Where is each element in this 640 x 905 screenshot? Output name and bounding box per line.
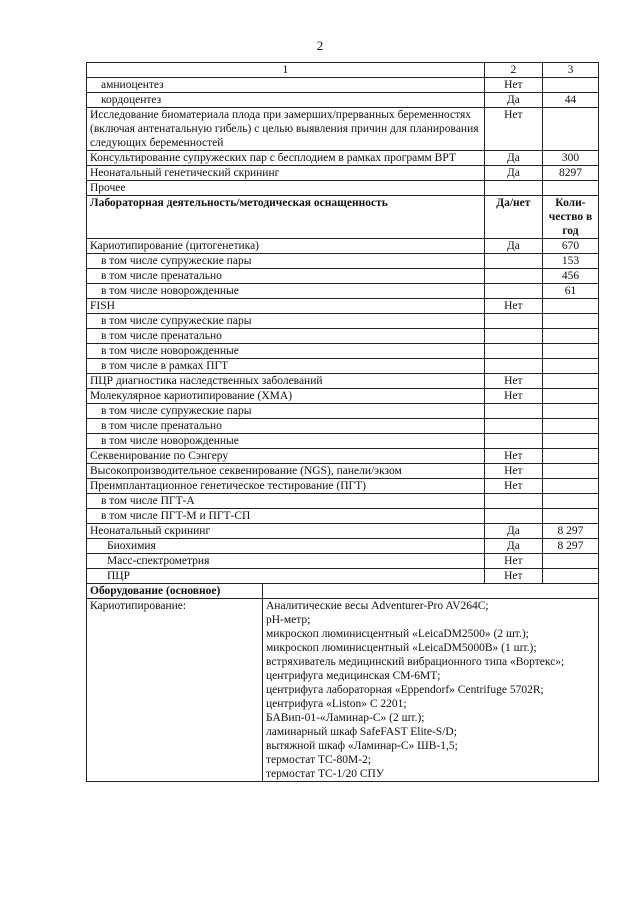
row-count: [542, 464, 598, 479]
row-label: в том числе ПГТ-М и ПГТ-СП: [87, 509, 485, 524]
row-label: в том числе супружеские пары: [87, 404, 485, 419]
lab-header-label: Лабораторная деятельность/методическая оснащенность: [87, 196, 485, 239]
equipment-item: встряхиватель медицинский вибрационного типа «Вортекс»;: [266, 656, 565, 668]
row-yes-no: Нет: [484, 78, 542, 93]
row-label: в том числе пренатально: [87, 419, 485, 434]
equipment-section-label: Кариотипирование:: [87, 599, 263, 782]
genetics-table: [86, 62, 599, 584]
row-count: [542, 404, 598, 419]
row-count: 61: [542, 284, 598, 299]
table-row: [87, 494, 599, 509]
row-label: Масс-спектрометрия: [87, 554, 485, 569]
row-yes-no: [484, 181, 542, 196]
table-row: [87, 569, 599, 584]
row-yes-no: [484, 404, 542, 419]
row-count: 670: [542, 239, 598, 254]
table-row: [87, 329, 599, 344]
row-yes-no: Нет: [484, 449, 542, 464]
row-yes-no: [484, 254, 542, 269]
row-count: 8 297: [542, 539, 598, 554]
row-yes-no: [484, 494, 542, 509]
row-count: [542, 181, 598, 196]
table-row: [87, 151, 599, 166]
equipment-header-empty: [263, 584, 599, 599]
row-yes-no: Да: [484, 151, 542, 166]
table-row: [87, 314, 599, 329]
row-label: ПЦР диагностика наследственных заболеваний: [87, 374, 485, 389]
page-number: 2: [316, 38, 324, 53]
row-count: [542, 374, 598, 389]
column-number-row: [87, 63, 599, 78]
table-row: [87, 419, 599, 434]
row-count: [542, 108, 598, 151]
equipment-item: центрифуга лабораторная «Eppendorf» Centrifuge 5702R;: [266, 684, 544, 696]
row-label: ПЦР: [87, 569, 485, 584]
equipment-item: ламинарный шкаф SafeFAST Elite-S/D;: [266, 726, 457, 738]
row-count: [542, 449, 598, 464]
table-row: [87, 269, 599, 284]
table-row: [87, 93, 599, 108]
table-row: [87, 434, 599, 449]
row-label: Высокопроизводительное секвенирование (NGS), панели/экзом: [87, 464, 485, 479]
row-label: Преимплантационное генетическое тестирование (ПГТ): [87, 479, 485, 494]
top-rows: [87, 78, 599, 196]
row-label: в том числе новорожденные: [87, 284, 485, 299]
table-row: [87, 78, 599, 93]
equipment-item: центрифуга «Liston» С 2201;: [266, 698, 407, 710]
row-label: Неонатальный скрининг: [87, 524, 485, 539]
row-yes-no: [484, 359, 542, 374]
table-row: [87, 404, 599, 419]
row-label: Секвенирование по Сэнгеру: [87, 449, 485, 464]
col-num-1: 1: [87, 63, 485, 78]
table-row: [87, 374, 599, 389]
equipment-header: Оборудование (основное): [87, 584, 263, 599]
table-row: [87, 524, 599, 539]
equipment-item: центрифуга медицинская СМ-6МТ;: [266, 670, 441, 682]
col-num-3: 3: [542, 63, 598, 78]
row-label: FISH: [87, 299, 485, 314]
row-label: в том числе супружеские пары: [87, 254, 485, 269]
equipment-table: [86, 583, 599, 782]
row-label: в том числе пренатально: [87, 329, 485, 344]
row-yes-no: [484, 269, 542, 284]
row-yes-no: Нет: [484, 569, 542, 584]
equipment-item: БАВип-01-«Ламинар-С» (2 шт.);: [266, 712, 425, 724]
row-label: в том числе в рамках ПГТ: [87, 359, 485, 374]
equipment-header-row: [87, 584, 599, 599]
row-label: Молекулярное кариотипирование (ХМА): [87, 389, 485, 404]
row-yes-no: [484, 344, 542, 359]
equipment-item: вытяжной шкаф «Ламинар-С» ШВ-1,5;: [266, 740, 458, 752]
row-count: [542, 569, 598, 584]
row-yes-no: [484, 314, 542, 329]
table-row: [87, 166, 599, 181]
row-yes-no: Да: [484, 239, 542, 254]
equipment-item: pH-метр;: [266, 614, 311, 626]
row-label: в том числе ПГТ-А: [87, 494, 485, 509]
table-row: [87, 108, 599, 151]
row-yes-no: [484, 434, 542, 449]
row-label: в том числе супружеские пары: [87, 314, 485, 329]
row-label: амниоцентез: [87, 78, 485, 93]
row-yes-no: Нет: [484, 108, 542, 151]
lab-rows: [87, 239, 599, 584]
row-yes-no: Да: [484, 166, 542, 181]
row-label: в том числе пренатально: [87, 269, 485, 284]
row-count: 8 297: [542, 524, 598, 539]
row-count: [542, 314, 598, 329]
row-yes-no: Нет: [484, 299, 542, 314]
lab-header-row: [87, 196, 599, 239]
lab-header-count: Коли-чество в год: [542, 196, 598, 239]
row-count: [542, 434, 598, 449]
row-count: 153: [542, 254, 598, 269]
table-row: [87, 299, 599, 314]
row-count: [542, 329, 598, 344]
table-row: [87, 509, 599, 524]
equipment-list: [263, 599, 599, 782]
row-count: [542, 419, 598, 434]
row-label: кордоцентез: [87, 93, 485, 108]
row-yes-no: Нет: [484, 554, 542, 569]
row-label: Кариотипирование (цитогенетика): [87, 239, 485, 254]
row-count: 456: [542, 269, 598, 284]
equipment-item: микроскоп люминисцентный «LeicaDM2500» (2 шт.);: [266, 628, 529, 640]
table-row: [87, 344, 599, 359]
row-yes-no: Нет: [484, 479, 542, 494]
row-yes-no: [484, 509, 542, 524]
table-row: [87, 181, 599, 196]
row-count: [542, 389, 598, 404]
row-yes-no: Да: [484, 524, 542, 539]
row-count: [542, 494, 598, 509]
table-row: [87, 554, 599, 569]
table-row: [87, 464, 599, 479]
table-row: [87, 239, 599, 254]
row-count: [542, 299, 598, 314]
row-count: [542, 554, 598, 569]
row-label: в том числе новорожденные: [87, 434, 485, 449]
equipment-item: Аналитические весы Adventurer-Pro AV264C;: [266, 600, 489, 612]
row-count: [542, 78, 598, 93]
row-label: Исследование биоматериала плода при замерших/прерванных беременностях (включая антенатальную гибель) с целью выявления причин для планирования следующих беременностей: [87, 108, 485, 151]
table-row: [87, 359, 599, 374]
row-count: 8297: [542, 166, 598, 181]
row-yes-no: Нет: [484, 374, 542, 389]
equipment-karyotype-row: [87, 599, 599, 782]
row-label: Прочее: [87, 181, 485, 196]
table-row: [87, 389, 599, 404]
row-count: [542, 509, 598, 524]
equipment-item: микроскоп люминисцентный «LeicaDM5000B» (1 шт.);: [266, 642, 537, 654]
col-num-2: 2: [484, 63, 542, 78]
row-count: 300: [542, 151, 598, 166]
row-yes-no: [484, 419, 542, 434]
row-label: Консультирование супружеских пар с бесплодием в рамках программ ВРТ: [87, 151, 485, 166]
table-row: [87, 254, 599, 269]
equipment-item: термостат ТС-80М-2;: [266, 754, 372, 766]
row-yes-no: [484, 329, 542, 344]
row-yes-no: Нет: [484, 389, 542, 404]
row-count: [542, 359, 598, 374]
row-label: Неонатальный генетический скрининг: [87, 166, 485, 181]
row-label: Биохимия: [87, 539, 485, 554]
row-yes-no: [484, 284, 542, 299]
row-yes-no: Да: [484, 93, 542, 108]
row-count: [542, 344, 598, 359]
row-label: в том числе новорожденные: [87, 344, 485, 359]
row-count: [542, 479, 598, 494]
row-yes-no: Нет: [484, 464, 542, 479]
table-row: [87, 284, 599, 299]
equipment-item: термостат ТС-1/20 СПУ: [266, 768, 384, 780]
table-row: [87, 539, 599, 554]
row-count: 44: [542, 93, 598, 108]
lab-header-yesno: Да/нет: [484, 196, 542, 239]
table-row: [87, 479, 599, 494]
table-row: [87, 449, 599, 464]
row-yes-no: Да: [484, 539, 542, 554]
